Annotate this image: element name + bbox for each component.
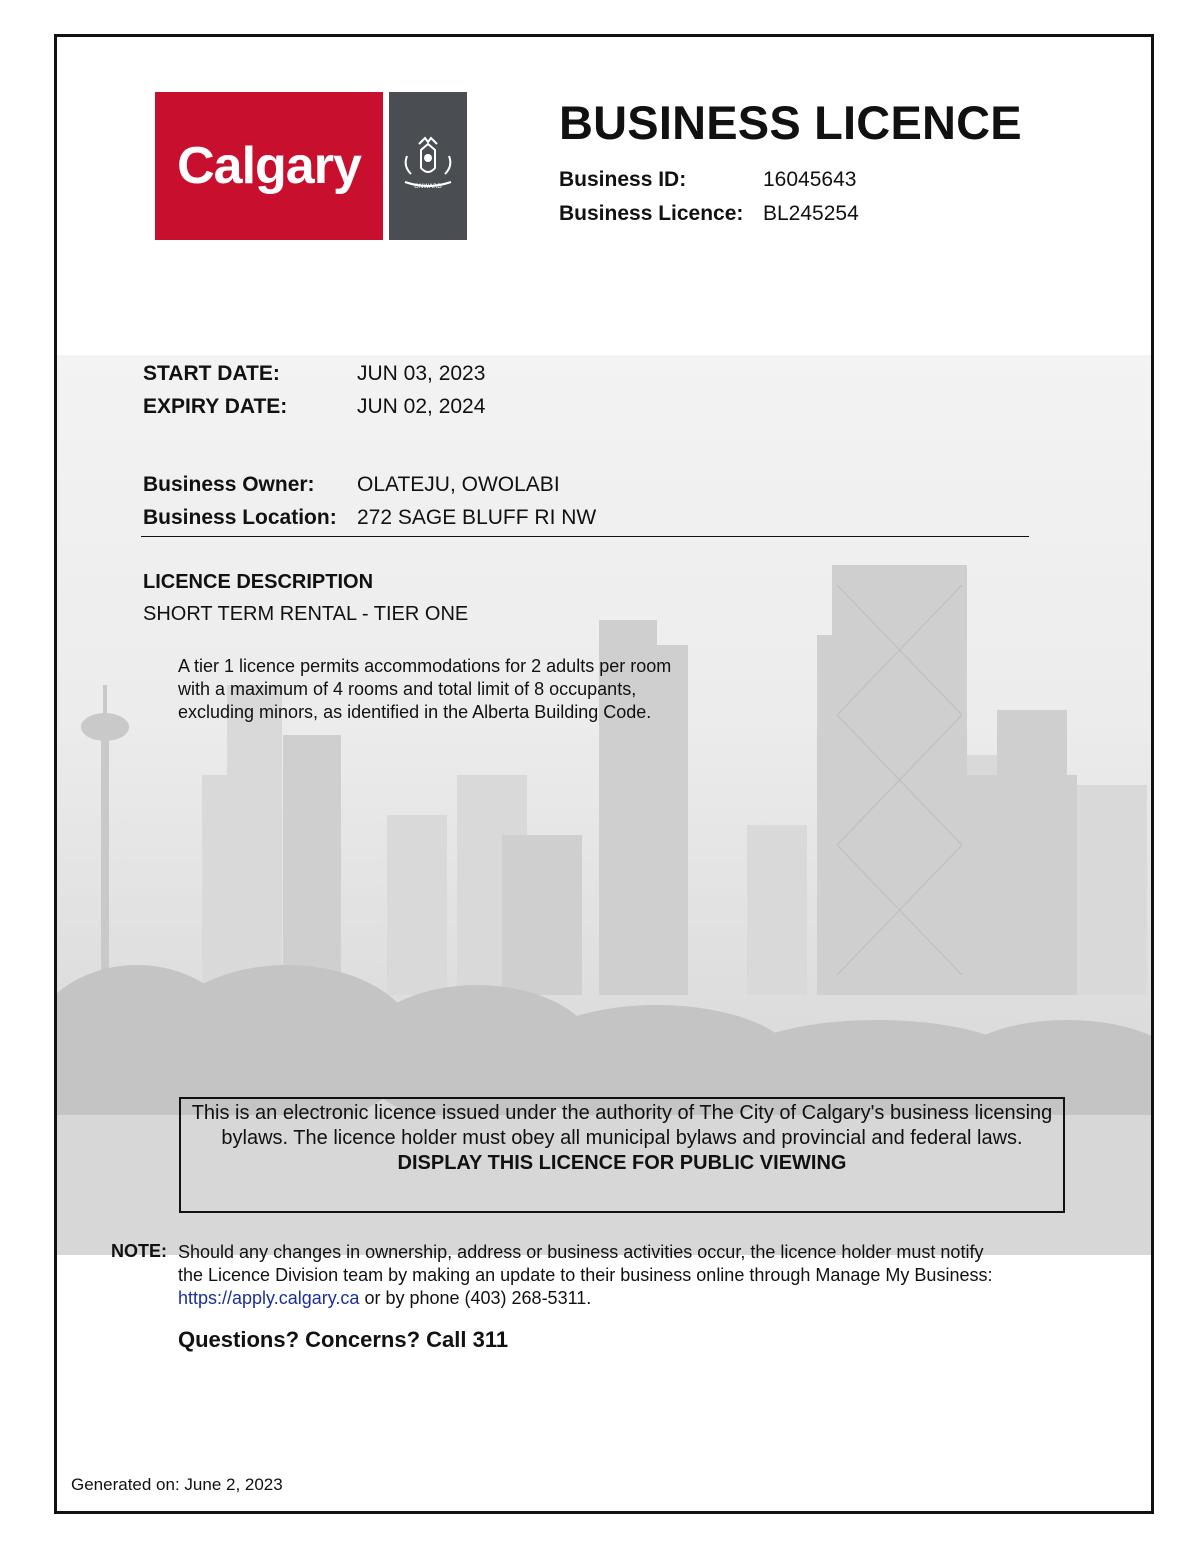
business-location-value: 272 SAGE BLUFF RI NW xyxy=(357,506,597,529)
business-owner-value: OLATEJU, OWOLABI xyxy=(357,473,560,496)
note-text xyxy=(178,1241,998,1310)
expiry-date-label: EXPIRY DATE: xyxy=(143,395,288,418)
authority-notice-box xyxy=(179,1097,1065,1213)
display-instruction: DISPLAY THIS LICENCE FOR PUBLIC VIEWING xyxy=(397,1152,847,1174)
authority-notice-text: This is an electronic licence issued under the authority of The City of Calgary's business licensing bylaws. The licence holder must obey all municipal bylaws and provincial and federal laws. xyxy=(191,1102,1053,1149)
start-date-value: JUN 03, 2023 xyxy=(357,362,486,385)
city-crest-panel xyxy=(389,92,467,240)
business-owner-label: Business Owner: xyxy=(143,473,315,496)
licence-document xyxy=(54,34,1154,1514)
business-licence-value: BL245254 xyxy=(763,202,859,225)
note-text-before: Should any changes in ownership, address or business activities occur, the licence holder must notify the Licence Division team by making an update to their business online through Manage My Business: xyxy=(178,1242,993,1285)
generated-date: Generated on: June 2, 2023 xyxy=(71,1475,283,1494)
questions-callout: Questions? Concerns? Call 311 xyxy=(178,1327,509,1352)
start-date-label: START DATE: xyxy=(143,362,280,385)
business-location-label: Business Location: xyxy=(143,506,337,529)
business-licence-label: Business Licence: xyxy=(559,202,744,225)
business-id-label: Business ID: xyxy=(559,168,687,191)
note-label: NOTE: xyxy=(111,1241,167,1261)
city-crest-icon xyxy=(397,134,459,198)
business-id-value: 16045643 xyxy=(763,168,857,191)
apply-calgary-link[interactable]: https://apply.calgary.ca xyxy=(178,1288,360,1308)
document-title: BUSINESS LICENCE xyxy=(559,96,1022,149)
licence-description-heading: LICENCE DESCRIPTION xyxy=(143,571,374,593)
calgary-wordmark: Calgary xyxy=(155,92,383,240)
svg-text:ONWARD: ONWARD xyxy=(414,183,442,190)
expiry-date-value: JUN 02, 2024 xyxy=(357,395,486,418)
section-divider xyxy=(141,536,1029,537)
note-text-after: or by phone (403) 268-5311. xyxy=(359,1288,592,1308)
calgary-logo xyxy=(155,92,467,242)
business-id-row xyxy=(559,168,856,192)
licence-type: SHORT TERM RENTAL - TIER ONE xyxy=(143,603,469,625)
licence-description-text: A tier 1 licence permits accommodations for 2 adults per room with a maximum of 4 rooms and total limit of 8 occupants, excluding minors, as identified in the Alberta Building Code. xyxy=(178,656,672,722)
business-licence-row xyxy=(559,202,859,226)
